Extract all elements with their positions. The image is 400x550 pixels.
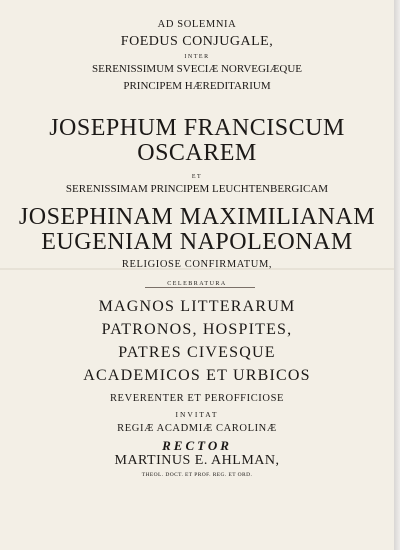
line-principem-haereditarium: PRINCIPEM HÆREDITARIUM [123,80,271,92]
line-serenissimum: SERENISSIMUM SVECIÆ NORVEGIÆQUE [92,63,302,75]
line-josephinam-maximilianam: JOSEPHINAM MAXIMILIANAM [18,204,376,230]
page-edge [394,0,400,550]
line-eugeniam-napoleonam: EUGENIAM NAPOLEONAM [41,229,353,255]
line-academicos-et-urbicos: ACADEMICOS ET URBICOS [83,367,311,384]
line-celebratura: CELEBRATURA [167,281,227,287]
line-josephum-franciscum: JOSEPHUM FRANCISCUM [49,115,345,141]
line-reverenter: REVERENTER ET PEROFFICIOSE [109,393,285,404]
line-invitat: INVITAT [175,410,219,419]
line-inter: INTER [184,54,210,60]
line-serenissimam: SERENISSIMAM PRINCIPEM LEUCHTENBERGICAM [65,183,329,195]
line-oscarem: OSCAREM [137,140,257,166]
line-theol-doct: THEOL. DOCT. ET PROF. REG. ET ORD. [141,472,253,478]
line-foedus-conjugale: FOEDUS CONJUGALE, [120,34,274,49]
line-ad-solemnia: AD SOLEMNIA [157,19,237,30]
line-patres-civesque: PATRES CIVESQUE [118,344,276,361]
line-martinus-ahlman: MARTINUS E. AHLMAN, [114,453,280,468]
line-patronos-hospites: PATRONOS, HOSPITES, [101,321,293,338]
line-regiae-academiae: REGIÆ ACADMIÆ CAROLINÆ [117,423,277,434]
line-rector: RECTOR [162,438,232,453]
divider-rule [145,287,255,288]
line-magnos-litterarum: MAGNOS LITTERARUM [98,298,296,315]
line-et: ET [191,174,203,180]
line-religiose-confirmatum: RELIGIOSE CONFIRMATUM, [121,259,273,270]
